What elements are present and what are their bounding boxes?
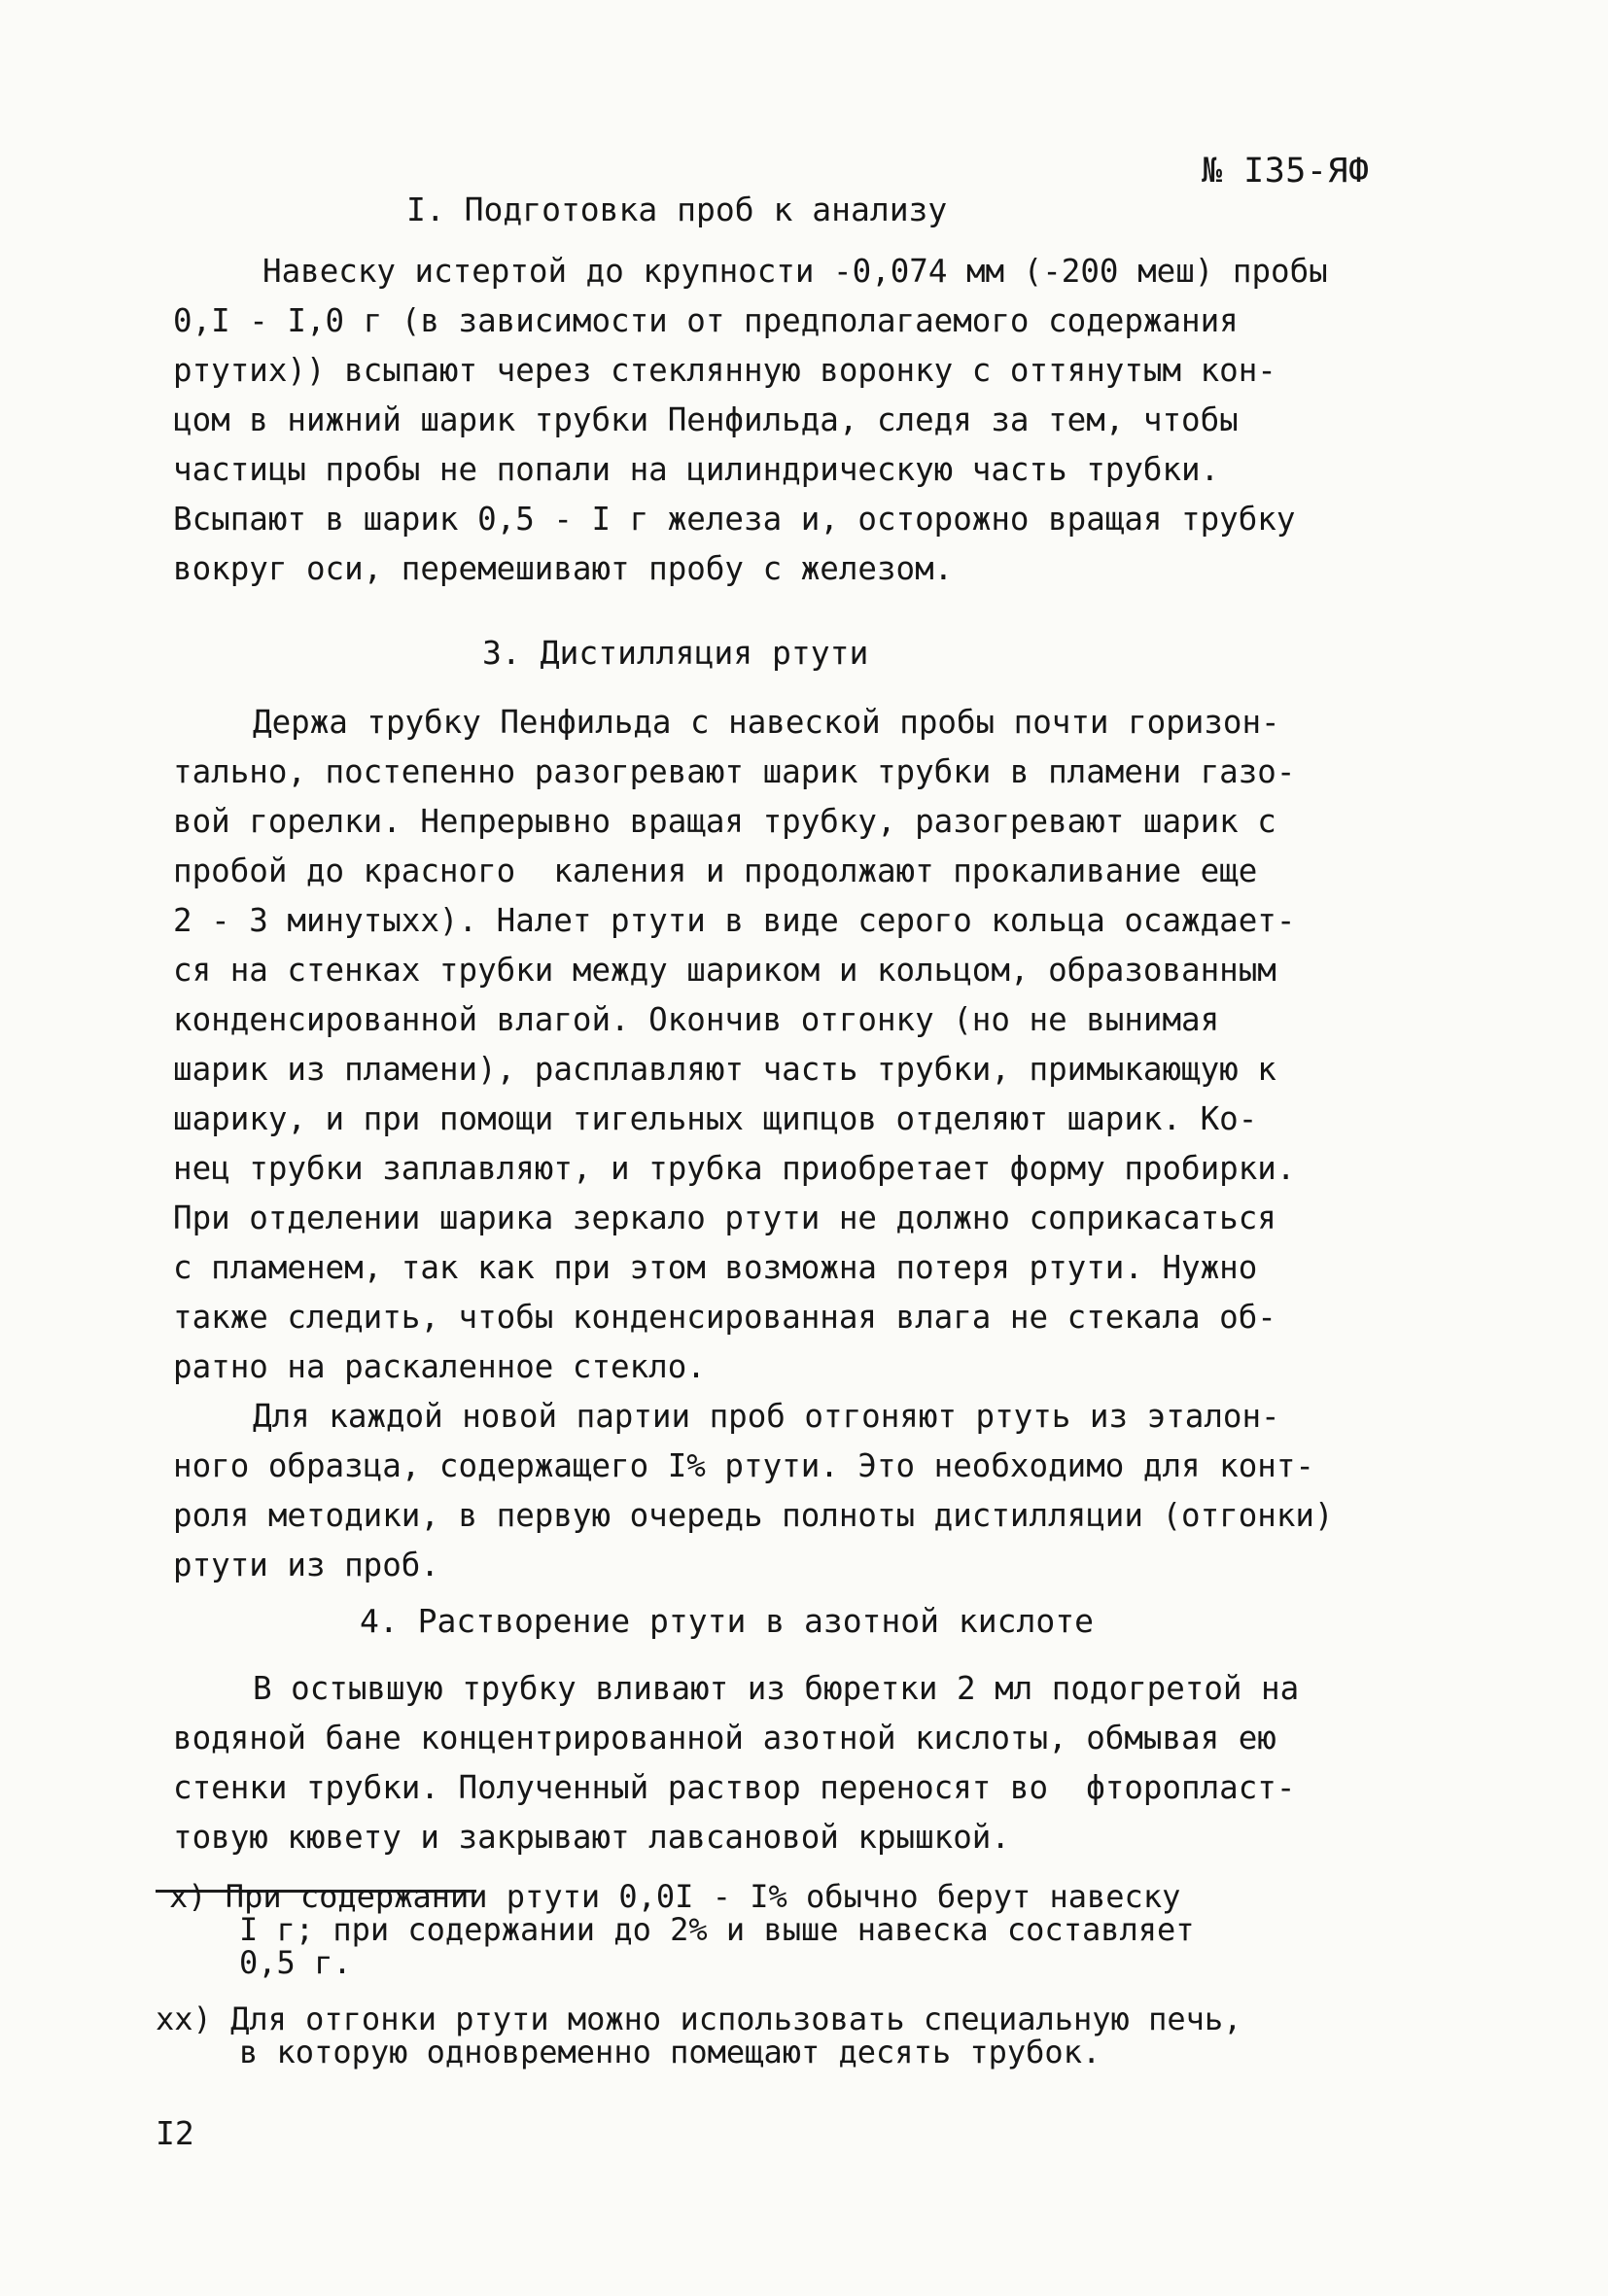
text-line: в которую одновременно помещают десять трубок.: [239, 2034, 1101, 2070]
text-line: вокруг оси, перемешивают пробу с железом.: [173, 550, 954, 587]
text-line: Всыпают в шарик 0,5 - I г железа и, осторожно вращая трубку: [173, 501, 1296, 538]
document-number: № I35-ЯФ: [1202, 152, 1370, 191]
text-line: роля методики, в первую очередь полноты дистилляции (отгонки): [173, 1497, 1334, 1534]
text-line: нец трубки заплавляют, и трубка приобретает форму пробирки.: [173, 1150, 1296, 1187]
text-line: В остывшую трубку вливают из бюретки 2 мл подогретой на: [253, 1670, 1300, 1707]
text-line: стенки трубки. Полученный раствор переносят во фторопласт-: [173, 1769, 1296, 1806]
section-3-paragraph-1: [173, 698, 1427, 1392]
text-line: ртути из проб.: [173, 1547, 439, 1583]
section-4-heading: 4. Растворение ртути в азотной кислоте: [360, 1602, 1094, 1640]
text-line: 0,5 г.: [239, 1944, 352, 1981]
text-line: При отделении шарика зеркало ртути не должно соприкасаться: [173, 1200, 1276, 1236]
text-line: конденсированной влагой. Окончив отгонку (но не вынимая: [173, 1001, 1220, 1038]
text-line: водяной бане концентрированной азотной кислоты, обмывая ею: [173, 1720, 1276, 1757]
text-line: шарик из пламени), расплавляют часть трубки, примыкающую к: [173, 1051, 1276, 1088]
text-line: ся на стенках трубки между шариком и кольцом, образованным: [173, 952, 1276, 989]
text-line: Для каждой новой партии проб отгоняют ртуть из эталон-: [253, 1398, 1280, 1435]
text-line: Держа трубку Пенфильда с навеской пробы почти горизон-: [253, 704, 1280, 741]
text-line: цом в нижний шарик трубки Пенфильда, следя за тем, чтобы: [173, 401, 1239, 438]
section-3-paragraph-2: [173, 1392, 1427, 1590]
text-line: I г; при содержании до 2% и выше навеска составляет: [239, 1911, 1195, 1948]
text-line: ного образца, содержащего I% ртути. Это необходимо для конт-: [173, 1447, 1314, 1484]
text-line: xx) Для отгонки ртути можно использовать специальную печь,: [156, 2000, 1242, 2037]
text-line: x) При содержании ртути 0,0I - I% обычно берут навеску: [169, 1878, 1181, 1915]
text-line: пробой до красного каления и продолжают прокаливание еще: [173, 852, 1258, 889]
footnote-x: [156, 1880, 1419, 1979]
page-number: I2: [156, 2114, 194, 2152]
footnote-xx: [156, 2002, 1419, 2069]
text-line: ртутиx)) всыпают через стеклянную воронку с оттянутым кон-: [173, 352, 1276, 389]
section-1-paragraph: [173, 247, 1427, 594]
section-4-paragraph: [173, 1664, 1427, 1862]
text-line: товую кювету и закрывают лавсановой крышкой.: [173, 1819, 1010, 1856]
text-line: 0,I - I,0 г (в зависимости от предполагаемого содержания: [173, 302, 1239, 339]
text-line: вой горелки. Непрерывно вращая трубку, разогревают шарик с: [173, 803, 1276, 840]
text-line: 2 - 3 минутыxx). Налет ртути в виде серого кольца осаждает-: [173, 902, 1296, 939]
section-3-heading: 3. Дистилляция ртути: [482, 634, 869, 672]
text-line: частицы пробы не попали на цилиндрическую часть трубки.: [173, 451, 1220, 488]
text-line: Навеску истертой до крупности -0,074 мм (-200 меш) пробы: [262, 253, 1328, 290]
text-line: шарику, и при помощи тигельных щипцов отделяют шарик. Ко-: [173, 1100, 1258, 1137]
text-line: с пламенем, так как при этом возможна потеря ртути. Нужно: [173, 1249, 1258, 1286]
section-1-heading: I. Подготовка проб к анализу: [406, 191, 948, 228]
text-line: ратно на раскаленное стекло.: [173, 1348, 706, 1385]
text-line: также следить, чтобы конденсированная влага не стекала об-: [173, 1299, 1276, 1336]
text-line: тально, постепенно разогревают шарик трубки в пламени газо-: [173, 753, 1296, 790]
